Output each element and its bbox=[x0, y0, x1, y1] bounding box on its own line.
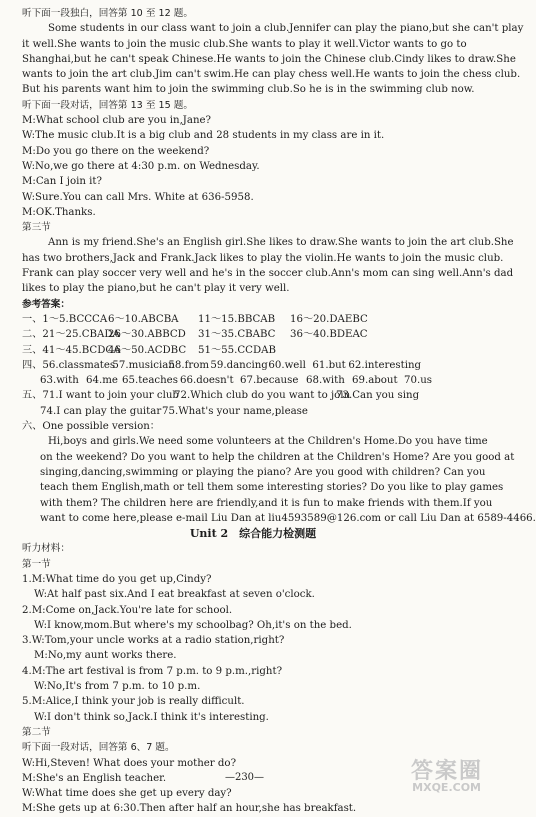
answer-word: 66.doesn't bbox=[180, 375, 234, 387]
monologue-line: wants to join the art club.Jim can't swim.He can play chess well.He wants to join the chess club. bbox=[22, 69, 521, 81]
dialogue-line: W:No,It's from 7 p.m. to 10 p.m. bbox=[34, 681, 201, 693]
answer-word: 70.us bbox=[404, 375, 432, 387]
answer-row-3 bbox=[22, 343, 474, 358]
answer-group: 26～30.ABBCD bbox=[108, 329, 186, 341]
watermark-text: 答案圈 bbox=[410, 759, 483, 784]
dialogue-line: W:At half past six.And I eat breakfast at seven o'clock. bbox=[34, 589, 315, 601]
answer-word: 61.but bbox=[312, 359, 346, 371]
answer-row-8: 六、One possible version： bbox=[22, 421, 160, 433]
answer-row-7 bbox=[22, 404, 474, 419]
passage-line: Ann is my friend.She's an English girl.She likes to draw.She wants to join the art club.She bbox=[48, 237, 514, 249]
answer-word: 67.because bbox=[240, 375, 299, 387]
dialogue-line: W:Sure.You can call Mrs. White at 636-5958. bbox=[22, 191, 254, 203]
essay-line: teach them English,math or tell them some interesting stories? Do you like to play games bbox=[40, 482, 504, 494]
answer-group: 三、41～45.BCDCA bbox=[22, 344, 121, 356]
dialogue-line: 2.M:Come on,Jack.You're late for school. bbox=[22, 604, 233, 616]
dialogue-line: 5.M:Alice,I think your job is really difficult. bbox=[22, 696, 245, 708]
answer-word: 60.well bbox=[268, 359, 306, 371]
dialogue-line: M:What school club are you in,Jane? bbox=[22, 115, 212, 127]
dialogue-line: W:Hi,Steven! What does your mother do? bbox=[22, 757, 237, 769]
answer-row-2 bbox=[22, 327, 474, 342]
dialogue-line: W:I know,mom.But where's my schoolbag? Oh,it's on the bed. bbox=[34, 619, 352, 631]
section-heading-1: 第一节 bbox=[22, 558, 51, 570]
answer-key-heading: 参考答案： bbox=[22, 298, 70, 310]
dialogue-line: W:No,we go there at 4:30 p.m. on Wednesday. bbox=[22, 160, 260, 172]
monologue-line: Shanghai,but he can't speak Chinese.He wants to join the Chinese club.Cindy likes to draw.She bbox=[22, 53, 516, 65]
answer-word: 64.me bbox=[86, 375, 118, 387]
answer-sentence: 73.Can you sing bbox=[336, 390, 420, 402]
answer-group: 一、1～5.BCCCA bbox=[22, 313, 108, 325]
answer-group: 16～20.DAEBC bbox=[290, 313, 368, 325]
instruction-6-7: 听下面一段对话，回答第 6、7 题。 bbox=[22, 742, 175, 754]
unit-title: Unit 2 综合能力检测题 bbox=[189, 527, 317, 541]
dialogue-line: 1.M:What time do you get up,Cindy? bbox=[22, 573, 212, 585]
answer-row-5 bbox=[22, 373, 474, 388]
dialogue-line: W:What time does she get up every day? bbox=[22, 788, 232, 800]
answer-row-1 bbox=[22, 312, 474, 327]
section-heading-3: 第三节 bbox=[22, 222, 51, 234]
answer-word: 59.dancing bbox=[210, 359, 268, 371]
answer-word: 57.musician bbox=[112, 359, 175, 371]
answer-group: 36～40.BDEAC bbox=[290, 329, 368, 341]
section-heading-2: 第二节 bbox=[22, 726, 51, 738]
listening-materials-heading: 听力材料： bbox=[22, 543, 70, 555]
answer-group: 6～10.ABCBA bbox=[108, 313, 179, 325]
essay-line: singing,dancing,swimming or playing the piano? Are you good with children? Can you bbox=[40, 466, 486, 478]
answer-word: 63.with bbox=[40, 375, 79, 387]
answer-row-4 bbox=[22, 358, 474, 373]
answer-group: 31～35.CBABC bbox=[198, 329, 276, 341]
answer-sentence: 72.Which club do you want to join bbox=[174, 390, 351, 402]
answer-page bbox=[22, 6, 536, 817]
passage-line: likes to play the piano,but he can't play it very well. bbox=[22, 283, 290, 295]
instruction-13-15: 听下面一段对话，回答第 13 至 15 题。 bbox=[22, 99, 193, 111]
watermark-logo bbox=[391, 754, 483, 794]
essay-line: want to come here,please e-mail Liu Dan at liu4593589@126.com or call Liu Dan at 6589-4466. bbox=[40, 512, 536, 524]
instruction-10-12: 听下面一段独白，回答第 10 至 12 题。 bbox=[22, 8, 193, 19]
dialogue-line: M:She gets up at 6:30.Then after half an hour,she has breakfast. bbox=[22, 803, 357, 815]
dialogue-line: M:She's an English teacher. bbox=[22, 772, 167, 784]
answer-group: 46～50.ACDBC bbox=[108, 344, 187, 356]
answer-group: 11～15.BBCAB bbox=[198, 313, 276, 325]
monologue-line: Some students in our class want to join a club.Jennifer can play the piano,but she can't play bbox=[48, 23, 524, 35]
answer-word: 58.from bbox=[168, 359, 210, 371]
answer-sentence: 74.I can play the guitar bbox=[40, 405, 162, 417]
monologue-line: But his parents want him to join the swimming club.So he is in the swimming club now. bbox=[22, 84, 475, 96]
essay-line: Hi,boys and girls.We need some volunteers at the Children's Home.Do you have time bbox=[48, 436, 488, 448]
dialogue-line: M:Do you go there on the weekend? bbox=[22, 145, 210, 157]
answer-group: 51～55.CCDAB bbox=[198, 344, 276, 356]
dialogue-line: M:Can I join it? bbox=[22, 176, 102, 188]
answer-row-6 bbox=[22, 388, 474, 403]
dialogue-line: M:No,my aunt works there. bbox=[34, 650, 177, 662]
dialogue-line: M:OK.Thanks. bbox=[22, 206, 96, 218]
watermark-url: MXQE.COM bbox=[412, 781, 481, 794]
page-number: —230— bbox=[224, 772, 265, 783]
essay-line: on the weekend? Do you want to help the children at the Children's Home? Are you good at bbox=[40, 451, 515, 463]
passage-line: Frank can play soccer very well and he's in the soccer club.Ann's mom can sing well.Ann's dad bbox=[22, 268, 514, 280]
answer-prefix: 四、 bbox=[22, 359, 43, 371]
passage-line: has two brothers,Jack and Frank.Jack likes to play the violin.He wants to join the music club. bbox=[22, 252, 504, 264]
dialogue-line: 4.M:The art festival is from 7 p.m. to 9 p.m.,right? bbox=[22, 665, 283, 677]
answer-word: 62.interesting bbox=[348, 359, 422, 371]
essay-line: with them? The children here are friendly,and it is fun to make friends with them.If you bbox=[40, 497, 493, 509]
dialogue-line: W:The music club.It is a big club and 28 students in my class are in it. bbox=[22, 130, 385, 142]
answer-sentence: 五、71.I want to join your club bbox=[22, 390, 179, 402]
answer-word: 56.classmates bbox=[42, 359, 116, 371]
answer-sentence: 75.What's your name,please bbox=[162, 405, 308, 417]
answer-word: 69.about bbox=[352, 375, 398, 387]
answer-word: 68.with bbox=[306, 375, 345, 387]
answer-word: 65.teaches bbox=[122, 375, 178, 387]
dialogue-line: W:I don't think so,Jack.I think it's interesting. bbox=[34, 711, 269, 723]
monologue-line: it well.She wants to join the music club.She wants to play it well.Victor wants to go to bbox=[22, 38, 467, 50]
answer-group: 二、21～25.CBADA bbox=[22, 329, 120, 341]
dialogue-line: 3.W:Tom,your uncle works at a radio station,right? bbox=[22, 635, 285, 647]
